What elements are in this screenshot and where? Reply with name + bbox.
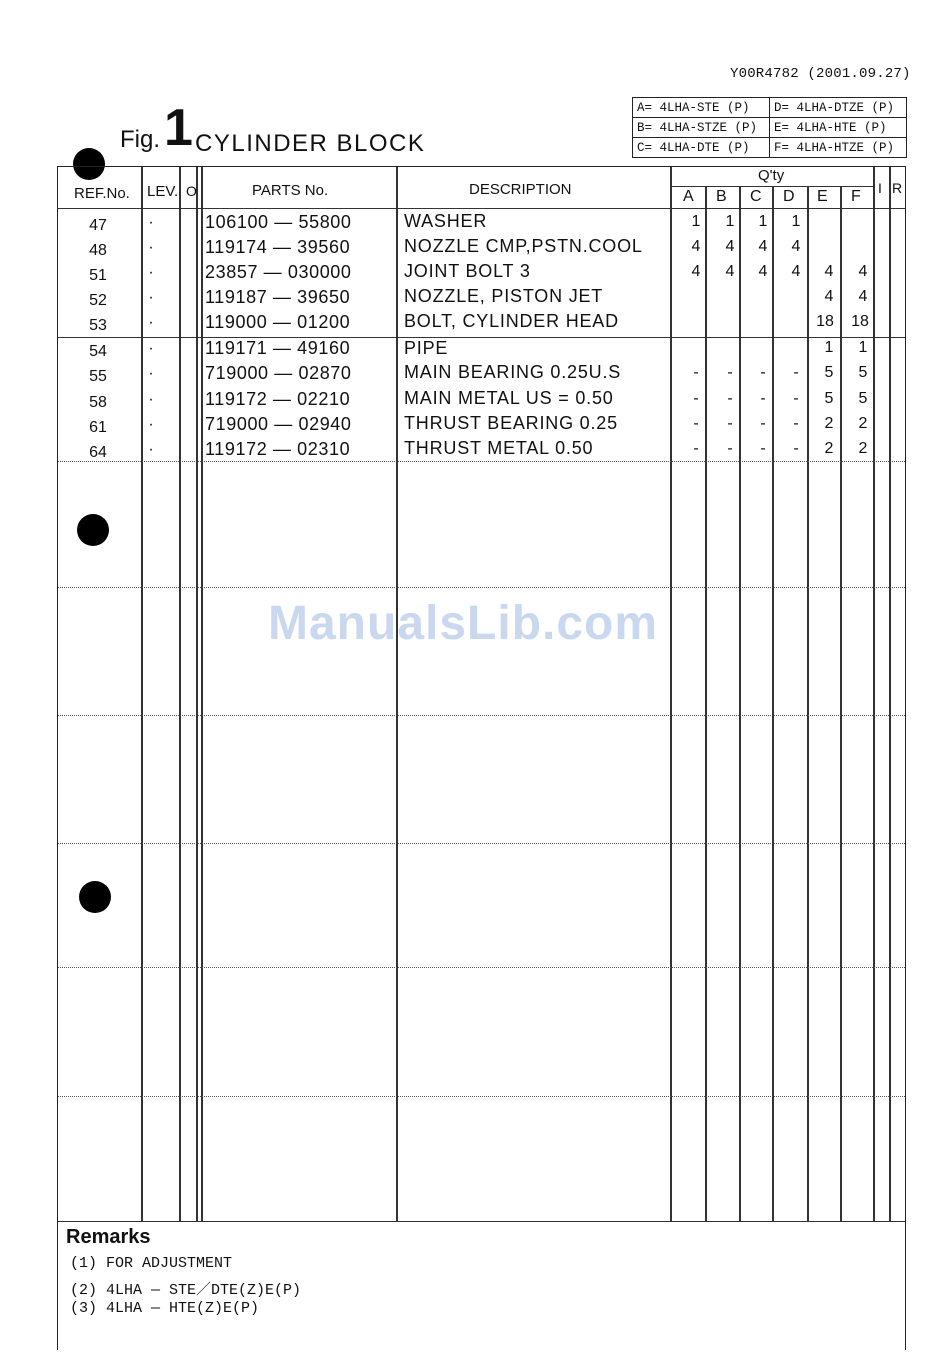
qty-d: 4: [791, 238, 801, 255]
header-ref-no: REF.No.: [74, 185, 130, 202]
part-number: 119172 — 02310: [205, 439, 351, 459]
row-group-divider: [58, 587, 905, 588]
remarks-title: Remarks: [66, 1226, 151, 1248]
qty-f: 5: [858, 364, 868, 381]
qty-f: 4: [858, 288, 868, 305]
model-legend: [632, 97, 907, 158]
qty-e: 4: [824, 263, 834, 280]
qty-e: 18: [816, 313, 834, 330]
qty-c: 4: [758, 238, 768, 255]
column-divider: [889, 167, 891, 1221]
header-r: R: [892, 180, 903, 196]
part-description: WASHER: [404, 211, 488, 231]
column-divider: [772, 187, 774, 1221]
figure-label: Fig.: [120, 126, 161, 153]
level-marker: ·: [148, 289, 154, 306]
ref-number: 51: [89, 267, 107, 284]
ref-number: 54: [89, 343, 107, 360]
qty-a: -: [693, 364, 699, 381]
qty-a: -: [693, 390, 699, 407]
part-description: NOZZLE, PISTON JET: [404, 286, 604, 306]
qty-e: 4: [824, 288, 834, 305]
level-marker: ·: [148, 365, 154, 382]
column-divider: [873, 167, 875, 1221]
qty-a: 1: [691, 213, 701, 230]
part-number: 23857 — 030000: [205, 262, 352, 282]
qty-e: 2: [824, 440, 834, 457]
qty-d: -: [793, 440, 799, 457]
qty-d: 4: [791, 263, 801, 280]
level-marker: ·: [148, 239, 154, 256]
remark-item: (3) 4LHA — HTE(Z)E(P): [70, 1300, 260, 1317]
qty-b: 4: [725, 263, 735, 280]
model-legend-cell: B= 4LHA-STZE (P): [633, 118, 770, 138]
qty-b: 1: [725, 213, 735, 230]
qty-a: 4: [691, 263, 701, 280]
ref-number: 48: [89, 242, 107, 259]
level-marker: ·: [148, 264, 154, 281]
header-qty: Q'ty: [758, 167, 785, 184]
level-marker: ·: [148, 314, 154, 331]
column-divider: [807, 187, 809, 1221]
remark-item: (2) 4LHA — STE／DTE(Z)E(P): [70, 1282, 302, 1299]
part-description: PIPE: [404, 338, 449, 358]
model-legend-cell: D= 4LHA-DTZE (P): [770, 98, 907, 118]
row-group-divider: [58, 843, 905, 844]
ref-number: 53: [89, 317, 107, 334]
column-divider: [201, 167, 203, 1221]
part-description: NOZZLE CMP,PSTN.COOL: [404, 236, 643, 256]
figure-number: 1: [164, 99, 193, 157]
part-number: 719000 — 02870: [205, 363, 352, 383]
qty-d: -: [793, 364, 799, 381]
qty-c: 1: [758, 213, 768, 230]
part-number: 106100 — 55800: [205, 212, 352, 232]
document-code: Y00R4782 (2001.09.27): [730, 66, 911, 82]
level-marker: ·: [148, 441, 154, 458]
qty-a: 4: [691, 238, 701, 255]
model-legend-cell: A= 4LHA-STE (P): [633, 98, 770, 118]
ref-number: 64: [89, 444, 107, 461]
level-marker: ·: [148, 340, 154, 357]
ref-number: 61: [89, 419, 107, 436]
part-number: 119172 — 02210: [205, 389, 351, 409]
ref-number: 47: [89, 217, 107, 234]
model-legend-cell: E= 4LHA-HTE (P): [770, 118, 907, 138]
level-marker: ·: [148, 416, 154, 433]
header-qty-col: D: [783, 188, 795, 205]
qty-c: -: [760, 415, 766, 432]
level-marker: ·: [148, 391, 154, 408]
ref-number: 55: [89, 368, 107, 385]
column-divider: [179, 167, 181, 1221]
qty-d: -: [793, 415, 799, 432]
part-number: 119174 — 39560: [205, 237, 351, 257]
qty-e: 2: [824, 415, 834, 432]
column-divider: [196, 167, 198, 1221]
header-qty-col: C: [750, 188, 762, 205]
header-parts-no: PARTS No.: [252, 182, 329, 199]
qty-f: 4: [858, 263, 868, 280]
part-description: MAIN METAL US = 0.50: [404, 388, 614, 408]
watermark: ManualsLib.com: [268, 597, 659, 650]
remark-item: (1) FOR ADJUSTMENT: [70, 1255, 233, 1272]
part-description: THRUST BEARING 0.25: [404, 413, 618, 433]
qty-c: -: [760, 390, 766, 407]
qty-e: 1: [824, 339, 834, 356]
ref-number: 52: [89, 292, 107, 309]
qty-c: 4: [758, 263, 768, 280]
qty-f: 5: [858, 390, 868, 407]
part-description: JOINT BOLT 3: [404, 261, 531, 281]
qty-c: -: [760, 364, 766, 381]
part-number: 119171 — 49160: [205, 338, 351, 358]
qty-header-divider: [670, 186, 873, 187]
part-number: 719000 — 02940: [205, 414, 352, 434]
part-description: BOLT, CYLINDER HEAD: [404, 311, 619, 331]
qty-b: -: [727, 364, 733, 381]
header-level: LEV.: [147, 183, 179, 200]
qty-c: -: [760, 440, 766, 457]
row-group-divider: [58, 1096, 905, 1097]
qty-b: -: [727, 415, 733, 432]
ref-number: 58: [89, 394, 107, 411]
qty-f: 1: [858, 339, 868, 356]
qty-f: 18: [851, 313, 869, 330]
row-group-divider: [58, 967, 905, 968]
model-legend-cell: F= 4LHA-HTZE (P): [770, 138, 907, 158]
header-bottom-line: [58, 208, 905, 209]
qty-b: -: [727, 440, 733, 457]
qty-a: -: [693, 415, 699, 432]
qty-f: 2: [858, 415, 868, 432]
part-description: THRUST METAL 0.50: [404, 438, 594, 458]
header-qty-col: A: [683, 188, 694, 205]
column-divider: [840, 187, 842, 1221]
table-bottom-line: [58, 1221, 905, 1222]
part-number: 119187 — 39650: [205, 287, 351, 307]
header-o: O: [186, 183, 197, 199]
column-divider: [396, 167, 398, 1221]
row-group-divider: [58, 337, 905, 338]
header-qty-col: B: [716, 188, 727, 205]
part-number: 119000 — 01200: [205, 312, 351, 332]
column-divider: [705, 187, 707, 1221]
row-group-divider: [58, 715, 905, 716]
figure-title: CYLINDER BLOCK: [195, 130, 426, 157]
model-legend-cell: C= 4LHA-DTE (P): [633, 138, 770, 158]
header-i: I: [878, 180, 882, 196]
column-divider: [739, 187, 741, 1221]
column-divider: [670, 167, 672, 1221]
parts-table: [57, 166, 906, 1350]
qty-d: 1: [791, 213, 801, 230]
qty-a: -: [693, 440, 699, 457]
header-description: DESCRIPTION: [469, 181, 572, 198]
row-group-divider: [58, 461, 905, 462]
qty-d: -: [793, 390, 799, 407]
header-qty-col: E: [817, 188, 828, 205]
part-description: MAIN BEARING 0.25U.S: [404, 362, 622, 382]
qty-b: 4: [725, 238, 735, 255]
level-marker: ·: [148, 214, 154, 231]
qty-e: 5: [824, 390, 834, 407]
qty-e: 5: [824, 364, 834, 381]
header-qty-col: F: [851, 188, 861, 205]
qty-f: 2: [858, 440, 868, 457]
qty-b: -: [727, 390, 733, 407]
